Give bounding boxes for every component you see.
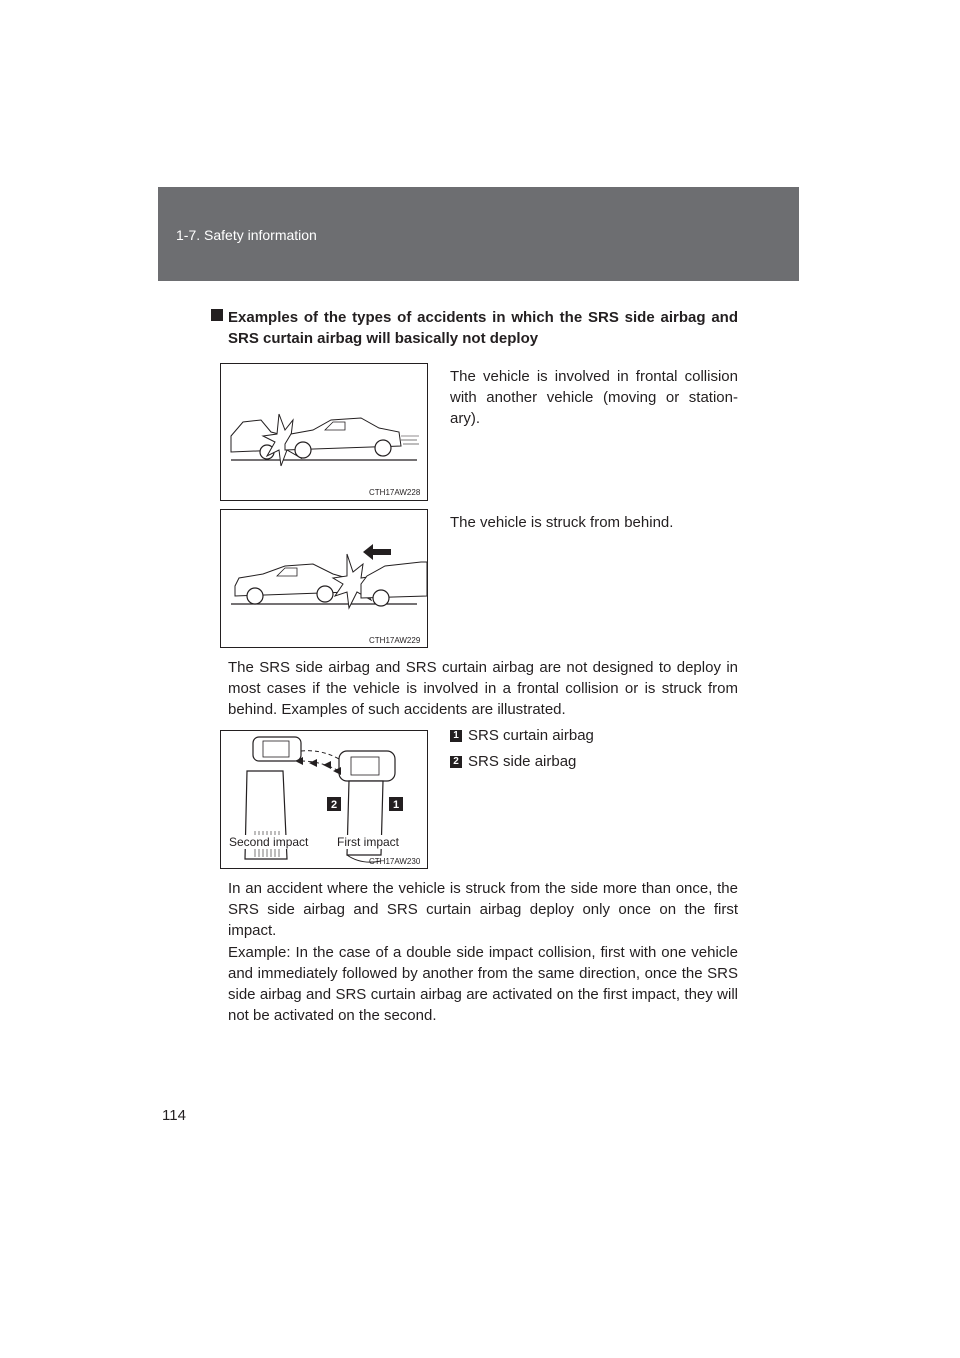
section-header [158,187,799,281]
caption-line: The vehicle is involved in frontal collision [450,368,738,385]
callout-item [450,753,576,770]
paragraph-example: Example: In the case of a double side impact collision, first with one vehicle and immediately followed by another from the same direction, once the SRS side airbag and SRS curtain airbag are activated on the first impact, they will not be activated on the second. [228,944,738,1024]
paragraph-not-designed: The SRS side airbag and SRS curtain airbag are not designed to deploy in most cases if the vehicle is involved in a frontal collision or is struck from behind. Examples of such accidents are illustrated. [228,659,738,718]
callout-marker-1: 1 [392,799,400,811]
frontal-collision-illustration [221,364,427,500]
callout-label: SRS curtain airbag [468,727,594,744]
figure-rear-collision [220,509,428,648]
callout-number: 2 [450,756,462,768]
caption-line: with another vehicle (moving or station- [450,389,738,406]
figure-side-impact [220,730,428,869]
figure-frontal-collision [220,363,428,501]
figure-code: CTH17AW230 [369,857,421,866]
first-impact-label: First impact [337,835,400,849]
figure-code: CTH17AW229 [369,636,421,645]
heading-bullet [211,309,223,321]
second-impact-label: Second impact [229,835,309,849]
heading-line-2: SRS curtain airbag will basically not deploy [228,330,539,347]
figure-2-caption: The vehicle is struck from behind. [450,514,674,531]
callout-item [450,727,594,744]
callout-number: 1 [450,730,462,742]
section-title: 1-7. Safety information [176,227,317,243]
figure-code: CTH17AW228 [369,488,421,497]
heading-line-1: Examples of the types of accidents in which the SRS side airbag and [228,309,738,326]
page-number: 114 [162,1107,186,1124]
callout-marker-2: 2 [330,799,338,811]
rear-collision-illustration [221,510,427,647]
paragraph-multiple-impacts: In an accident where the vehicle is struck from the side more than once, the SRS side airbag and SRS curtain airbag deploy only once on the first impact. [228,880,738,939]
caption-line: ary). [450,410,480,427]
figure-1-caption [450,366,738,429]
callout-label: SRS side airbag [468,753,577,770]
